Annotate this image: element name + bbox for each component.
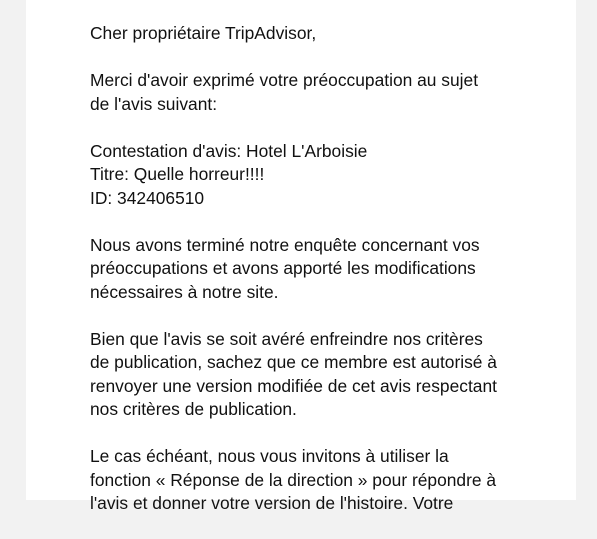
review-dispute-line: Contestation d'avis: Hotel L'Arboisie	[90, 140, 368, 161]
policy-paragraph	[90, 328, 526, 422]
email-card	[26, 0, 576, 513]
investigation-line: nécessaires à notre site.	[90, 281, 279, 302]
review-id-line: ID: 342406510	[90, 187, 205, 208]
greeting-paragraph	[90, 22, 526, 46]
investigation-line: préoccupations et avons apporté les modifications	[90, 258, 476, 278]
response-line: l'avis et donner votre version de l'histoire. Votre	[90, 493, 454, 513]
intro-line: de l'avis suivant:	[90, 93, 218, 114]
policy-line: Bien que l'avis se soit avéré enfreindre nos critères	[90, 328, 483, 349]
intro-paragraph	[90, 69, 526, 116]
policy-line: renvoyer une version modifiée de cet avis respectant	[90, 375, 497, 396]
response-paragraph	[90, 445, 526, 516]
investigation-line: Nous avons terminé notre enquête concernant vos	[90, 234, 480, 255]
intro-line: Merci d'avoir exprimé votre préoccupation au sujet	[90, 70, 479, 90]
review-info-block	[90, 140, 526, 211]
investigation-paragraph	[90, 234, 526, 305]
response-line: fonction « Réponse de la direction » pour répondre à	[90, 469, 497, 490]
policy-line: nos critères de publication.	[90, 399, 297, 419]
review-title-line: Titre: Quelle horreur!!!!	[90, 164, 265, 184]
email-body	[90, 22, 526, 539]
response-line: Le cas échéant, nous vous invitons à utiliser la	[90, 446, 449, 466]
policy-line: de publication, sachez que ce membre est autorisé à	[90, 352, 497, 372]
greeting-text: Cher propriétaire TripAdvisor,	[90, 23, 317, 43]
